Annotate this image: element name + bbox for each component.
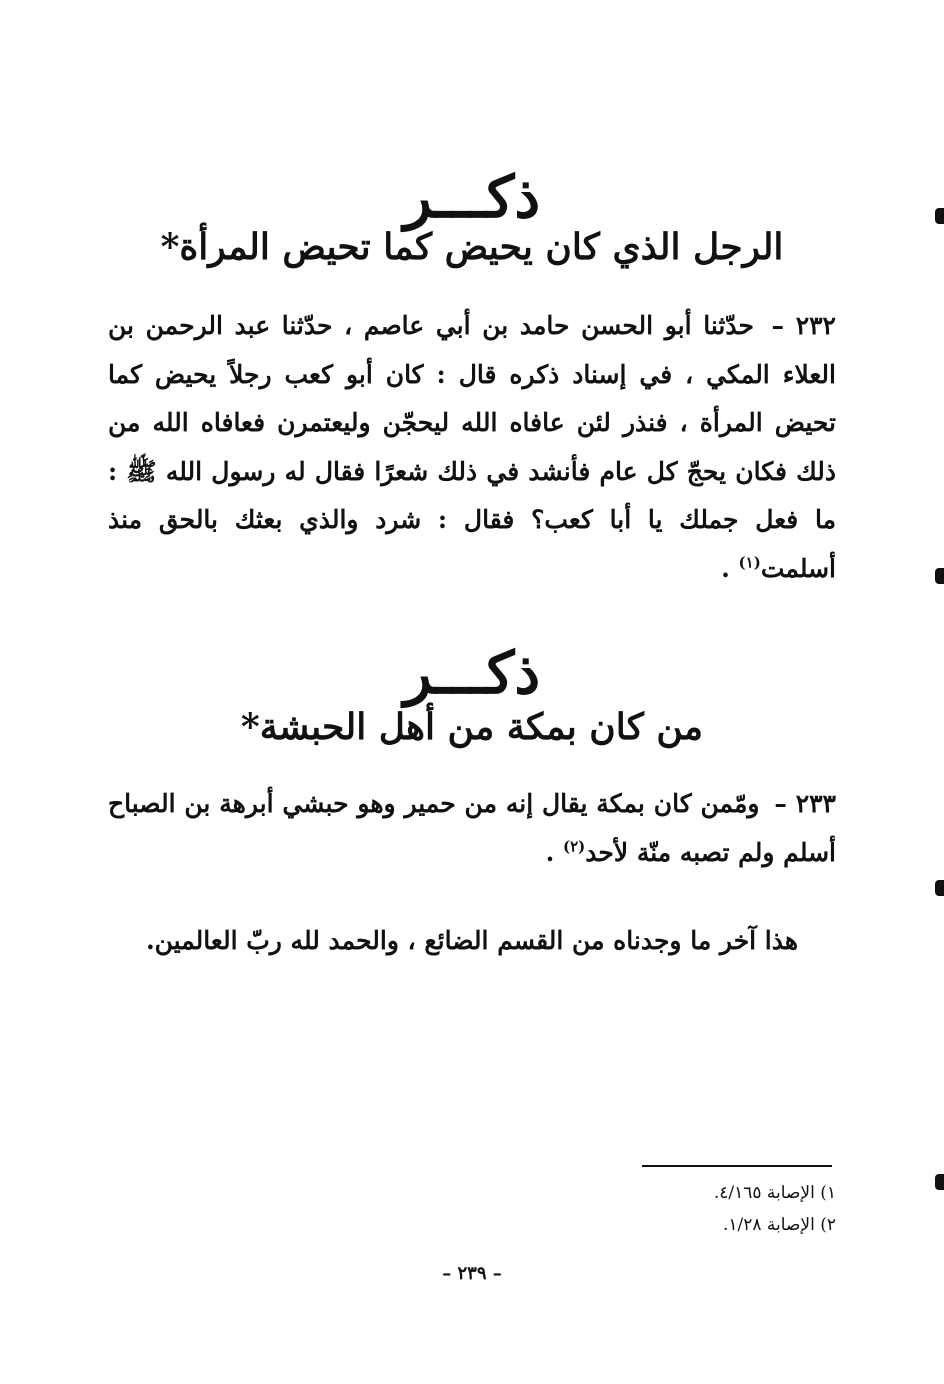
section-title-1: الرجل الذي كان يحيض كما تحيض المرأة* bbox=[160, 226, 784, 268]
entry-text: حدّثنا أبو الحسن حامد بن أبي عاصم ، حدّثنا عبد الرحمن بن العلاء المكي ، في إسناد ذكره قال : كان أبو كعب رجلاً يحيض كما تحيض المرأة ، فنذر لئن عافاه الله ليحجّن وليعتمرن فعافاه الله من ذلك فكان يحجّ كل عام فأنشد في ذلك شعرًا فقال له رسول الله ﷺ : ما فعل جملك يا أبا كعب؟ فقال : شرد والذي بعثك بالحق منذ أسلمت bbox=[108, 311, 836, 583]
section-title-2: من كان بمكة من أهل الحبشة* bbox=[240, 706, 704, 748]
scan-edge-mark bbox=[935, 880, 944, 896]
entry-233-paragraph bbox=[108, 780, 836, 877]
entry-232-paragraph bbox=[108, 302, 836, 593]
entry-end: . bbox=[721, 553, 730, 583]
entry-number: ٢٣٣ – bbox=[774, 789, 836, 818]
entry-text: ومّمن كان بمكة يقال إنه من حمير وهو حبشي أبرهة بن الصباح أسلم ولم تصبه منّة لأحد bbox=[108, 789, 836, 867]
page-number: – ٢٣٩ – bbox=[442, 1263, 502, 1284]
footnote-ref-1[interactable]: (١) bbox=[738, 553, 761, 572]
scan-edge-mark bbox=[935, 568, 944, 584]
footnote-1: ١) الإصابة ٤/١٦٥. bbox=[713, 1183, 836, 1203]
footnote-divider bbox=[642, 1165, 832, 1167]
scan-edge-mark bbox=[935, 1174, 944, 1190]
closing-statement: هذا آخر ما وجدناه من القسم الضائع ، والحمد لله ربّ العالمين. bbox=[145, 926, 799, 955]
section-heading-word-2 bbox=[0, 639, 944, 707]
section-heading-word-1 bbox=[0, 163, 944, 231]
scan-edge-mark bbox=[935, 208, 944, 224]
footnote-2: ٢) الإصابة ١/٢٨. bbox=[723, 1215, 836, 1235]
entry-end: . bbox=[545, 837, 555, 867]
entry-number: ٢٣٢ – bbox=[771, 311, 836, 340]
section-word-text: ذكـــر bbox=[403, 639, 541, 707]
footnotes-list bbox=[476, 1177, 836, 1241]
section-word-text: ذكـــر bbox=[403, 163, 541, 231]
footnote-ref-2[interactable]: (٢) bbox=[563, 837, 586, 856]
